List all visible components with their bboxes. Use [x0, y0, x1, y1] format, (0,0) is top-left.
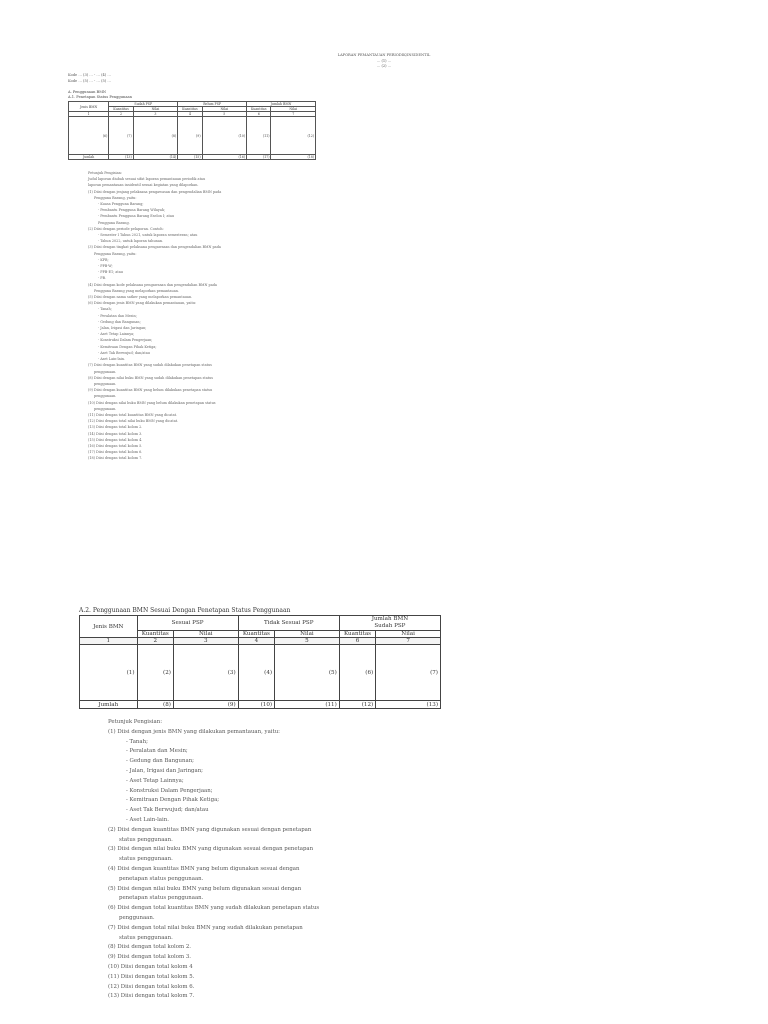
column-index: 5	[275, 638, 340, 645]
instruction-line: - Aset Lain-lain.	[98, 357, 125, 362]
instruction-line: Judul laporan diubah sesuai sifat laporan pemantauan periodik atau	[88, 177, 206, 182]
total-cell: (12)	[339, 701, 375, 709]
header-nilai: Nilai	[133, 107, 178, 112]
total-cell: (11)	[275, 701, 340, 709]
report-title: LAPORAN PEMANTAUAN PERIODIK/INSIDENTIL	[337, 53, 431, 57]
column-index: 3	[173, 638, 238, 645]
instruction-line: status penggunaan.	[119, 836, 173, 843]
header-jumlah-bmn-line1: Jumlah BMN	[371, 616, 409, 622]
instruction-line: (2) Diisi dengan kuantitas BMN yang digunakan sesuai dengan penetapan	[108, 826, 312, 833]
instruction-line: - Konstruksi Dalam Pengerjaan;	[126, 787, 213, 794]
report-title-line3: … (2) …	[376, 64, 392, 68]
instruction-line: (3) Diisi dengan nilai buku BMN yang digunakan sesuai dengan penetapan	[108, 846, 314, 853]
header-nilai: Nilai	[202, 107, 247, 112]
instruction-line: (7) Diisi dengan kuantitas BMN yang sudah dilakukan penetapan status	[88, 363, 212, 368]
column-index: 6	[247, 112, 271, 117]
table-cell: (7)	[376, 645, 441, 701]
header-kuantitas: Kuantitas	[238, 631, 274, 638]
instruction-line: - Jalan, Irigasi dan Jaringan;	[98, 326, 147, 331]
header-jenis-bmn: Jenis BMN	[80, 616, 138, 638]
table-cell: (8)	[133, 117, 178, 155]
instruction-line: - Semester I Tahun 2021, untuk laporan semesteran; atau	[98, 233, 198, 238]
instruction-line: - Aset Tak Berwujud; dan/atau	[126, 807, 209, 814]
instruction-line: - Kuasa Pengguna Barang;	[98, 202, 144, 207]
instruction-line: - Pembantu Pengguna Barang Eselon I; atau	[98, 214, 175, 219]
instruction-line: penggunaan.	[119, 914, 155, 921]
header-kuantitas: Kuantitas	[137, 631, 173, 638]
instruction-line: (16) Diisi dengan total kolom 5.	[88, 443, 143, 448]
column-index: 1	[69, 112, 109, 117]
instruction-line: (6) Diisi dengan total kuantitas BMN yang sudah dilakukan penetapan status	[108, 905, 320, 912]
instruction-line: (1) Diisi dengan jenis BMN yang dilakukan pemantauan, yaitu:	[108, 728, 280, 735]
column-index: 7	[376, 638, 441, 645]
instruction-line: (11) Diisi dengan total kolom 5.	[108, 973, 195, 980]
column-index: 4	[238, 638, 274, 645]
column-index: 7	[271, 112, 316, 117]
instruction-line: - Peralatan dan Mesin;	[126, 748, 188, 755]
table-a2	[79, 615, 441, 709]
instruction-line: (6) Diisi dengan jenis BMN yang dilakukan pemantauan, yaitu:	[88, 301, 197, 306]
header-kuantitas: Kuantitas	[109, 107, 133, 112]
instruction-line: (13) Diisi dengan total kolom 2.	[88, 425, 143, 430]
table-cell: (11)	[247, 117, 271, 155]
total-label: Jumlah	[80, 701, 138, 709]
instruction-line: - Aset Tak Berwujud; dan/atau	[98, 350, 150, 355]
instruction-line: penetapan status penggunaan.	[119, 875, 204, 882]
header-sesuai-psp: Sesuai PSP	[137, 616, 238, 631]
instruction-line: penggunaan.	[94, 381, 117, 386]
instruction-line: penetapan status penggunaan.	[119, 895, 204, 902]
instruction-line: status penggunaan.	[119, 856, 173, 863]
header-kuantitas: Kuantitas	[339, 631, 375, 638]
instruction-line: (7) Diisi dengan total nilai buku BMN yang sudah dilakukan penetapan	[108, 924, 303, 931]
instructions-page-1	[88, 170, 240, 462]
table-cell: (2)	[137, 645, 173, 701]
instruction-line: - Kemitraan Dengan Pihak Ketiga;	[126, 797, 220, 804]
instructions-title: Petunjuk Pengisian:	[88, 171, 122, 175]
instruction-line: - Jalan, Irigasi dan Jaringan;	[126, 767, 203, 774]
table-cell: (6)	[69, 117, 109, 155]
instruction-line: - PB.	[98, 276, 107, 281]
total-cell: (15)	[178, 155, 202, 160]
table-cell: (1)	[80, 645, 138, 701]
instruction-line: (9) Diisi dengan total kolom 3.	[108, 954, 191, 961]
column-index: 4	[178, 112, 202, 117]
document-page-2	[0, 512, 768, 1024]
table-cell: (7)	[109, 117, 133, 155]
instruction-line: - KPB;	[98, 257, 109, 262]
section-a2-heading: A.2. Penggunaan BMN Sesuai Dengan Penetapan Status Penggunaan	[79, 607, 291, 614]
instruction-line: - Tahun 2022, untuk laporan tahunan.	[98, 239, 164, 244]
instruction-line: (3) Diisi dengan tingkat pelaksana pengawasan dan pengendalian BMN pada	[88, 245, 221, 250]
instruction-line: (10) Diisi dengan nilai buku BMN yang belum dilakukan penetapan status	[88, 400, 216, 405]
column-index: 2	[137, 638, 173, 645]
header-kuantitas: Kuantitas	[178, 107, 202, 112]
header-kuantitas: Kuantitas	[247, 107, 271, 112]
instruction-line: - Gedung dan Bangunan;	[98, 319, 141, 324]
instruction-line: - Tanah;	[126, 738, 148, 745]
column-index: 3	[133, 112, 178, 117]
header-nilai: Nilai	[275, 631, 340, 638]
instruction-line: - Aset Tetap Lainnya;	[98, 332, 135, 337]
kode-line-2: Kode … (5) … - … (5) …	[68, 79, 111, 83]
instruction-line: Pengguna Barang.	[98, 220, 130, 225]
total-cell: (17)	[247, 155, 271, 160]
instruction-line: (14) Diisi dengan total kolom 3.	[88, 431, 143, 436]
header-jumlah-bmn: Jumlah BMN	[247, 102, 316, 107]
instruction-line: Pengguna Barang, yaitu:	[94, 195, 137, 200]
instruction-line: penggunaan.	[94, 394, 117, 399]
column-index: 1	[80, 638, 138, 645]
instruction-line: (8) Diisi dengan nilai buku BMN yang sudah dilakukan penetapan status	[88, 375, 213, 380]
instruction-line: - Gedung dan Bangunan;	[126, 758, 194, 765]
column-index: 5	[202, 112, 247, 117]
instruction-line: penggunaan.	[94, 406, 117, 411]
header-tidak-sesuai-psp: Tidak Sesuai PSP	[238, 616, 339, 631]
instruction-line: - Pembantu Pengguna Barang Wilayah;	[98, 208, 166, 213]
header-jumlah-bmn-sudah-psp	[339, 616, 440, 631]
instruction-line: (4) Diisi dengan kuantitas BMN yang belum digunakan sesuai dengan	[108, 865, 300, 872]
instruction-line: Pengguna Barang yang melaporkan pemantauan.	[94, 288, 180, 293]
instruction-line: (5) Diisi dengan nilai buku BMN yang belum digunakan sesuai dengan	[108, 885, 302, 892]
table-cell: (4)	[238, 645, 274, 701]
total-cell: (9)	[173, 701, 238, 709]
instruction-line: - Peralatan dan Mesin;	[98, 313, 137, 318]
instruction-line: (12) Diisi dengan total nilai buku BMN yang dicatat.	[88, 419, 179, 424]
instruction-line: - PPB-W;	[98, 264, 113, 269]
instruction-line: - PPB-E1; atau	[98, 270, 123, 275]
total-cell: (18)	[271, 155, 316, 160]
instruction-line: penggunaan.	[94, 369, 117, 374]
table-cell: (10)	[202, 117, 247, 155]
total-cell: (13)	[109, 155, 133, 160]
total-label: Jumlah	[69, 155, 109, 160]
table-cell: (3)	[173, 645, 238, 701]
header-belum-psp: Belum PSP	[178, 102, 247, 107]
instructions-list	[108, 728, 330, 1002]
instructions-list	[88, 176, 240, 461]
table-a1	[68, 101, 316, 160]
table-cell: (12)	[271, 117, 316, 155]
instruction-line: (9) Diisi dengan kuantitas BMN yang belum dilakukan penetapan status	[88, 388, 213, 393]
instruction-line: laporan pemantauan insidentil sesuai kegiatan yang dilaporkan.	[88, 183, 199, 188]
instruction-line: (15) Diisi dengan total kolom 4.	[88, 437, 143, 442]
column-index: 2	[109, 112, 133, 117]
instruction-line: - Aset Lain-lain.	[126, 816, 169, 823]
instruction-line: (8) Diisi dengan total kolom 2.	[108, 944, 191, 951]
report-title-line2: … (1) …	[376, 59, 392, 63]
total-cell: (13)	[376, 701, 441, 709]
header-nilai: Nilai	[271, 107, 316, 112]
table-cell: (5)	[275, 645, 340, 701]
section-a1-heading: A.1. Penetapan Status Penggunaan	[68, 95, 132, 99]
total-cell: (14)	[133, 155, 178, 160]
instruction-line: (5) Diisi dengan nama satker yang melaporkan pemantauan.	[88, 295, 193, 300]
instruction-line: Pengguna Barang, yaitu:	[94, 251, 137, 256]
header-nilai: Nilai	[173, 631, 238, 638]
header-nilai: Nilai	[376, 631, 441, 638]
header-sudah-psp: Sudah PSP	[109, 102, 178, 107]
section-a-heading: A. Penggunaan BMN	[68, 90, 107, 94]
instruction-line: (18) Diisi dengan total kolom 7.	[88, 456, 143, 461]
header-jumlah-bmn-line2: Sudah PSP	[374, 623, 406, 629]
instructions-title: Petunjuk Pengisian:	[108, 719, 163, 725]
total-cell: (16)	[202, 155, 247, 160]
instructions-page-2	[108, 718, 330, 1002]
instruction-line: (11) Diisi dengan total kuantitas BMN yang dicatat.	[88, 412, 178, 417]
instruction-line: (17) Diisi dengan total kolom 6.	[88, 450, 143, 455]
instruction-line: (1) Diisi dengan jenjang pelaksana pengawasan dan pengendalian BMN pada	[88, 189, 222, 194]
kode-line-1: Kode … (3) … - … (4) …	[68, 73, 111, 77]
instruction-line: (12) Diisi dengan total kolom 6.	[108, 983, 195, 990]
total-cell: (10)	[238, 701, 274, 709]
column-index: 6	[339, 638, 375, 645]
instruction-line: - Kemitraan Dengan Pihak Ketiga;	[98, 344, 157, 349]
total-cell: (8)	[137, 701, 173, 709]
instruction-line: - Tanah;	[98, 307, 112, 312]
instruction-line: status penggunaan.	[119, 934, 173, 941]
table-cell: (9)	[178, 117, 202, 155]
instruction-line: (10) Diisi dengan total kolom 4	[108, 963, 193, 970]
instruction-line: (4) Diisi dengan kode pelaksana pengawasan dan pengendalian BMN pada	[88, 282, 217, 287]
instruction-line: (13) Diisi dengan total kolom 7.	[108, 993, 195, 1000]
instruction-line: (2) Diisi dengan periode pelaporan. Contoh:	[88, 226, 164, 231]
header-jenis-bmn: Jenis BMN	[69, 102, 109, 112]
table-cell: (6)	[339, 645, 375, 701]
instruction-line: - Aset Tetap Lainnya;	[126, 777, 184, 784]
instruction-line: - Konstruksi Dalam Pengerjaan;	[98, 338, 153, 343]
